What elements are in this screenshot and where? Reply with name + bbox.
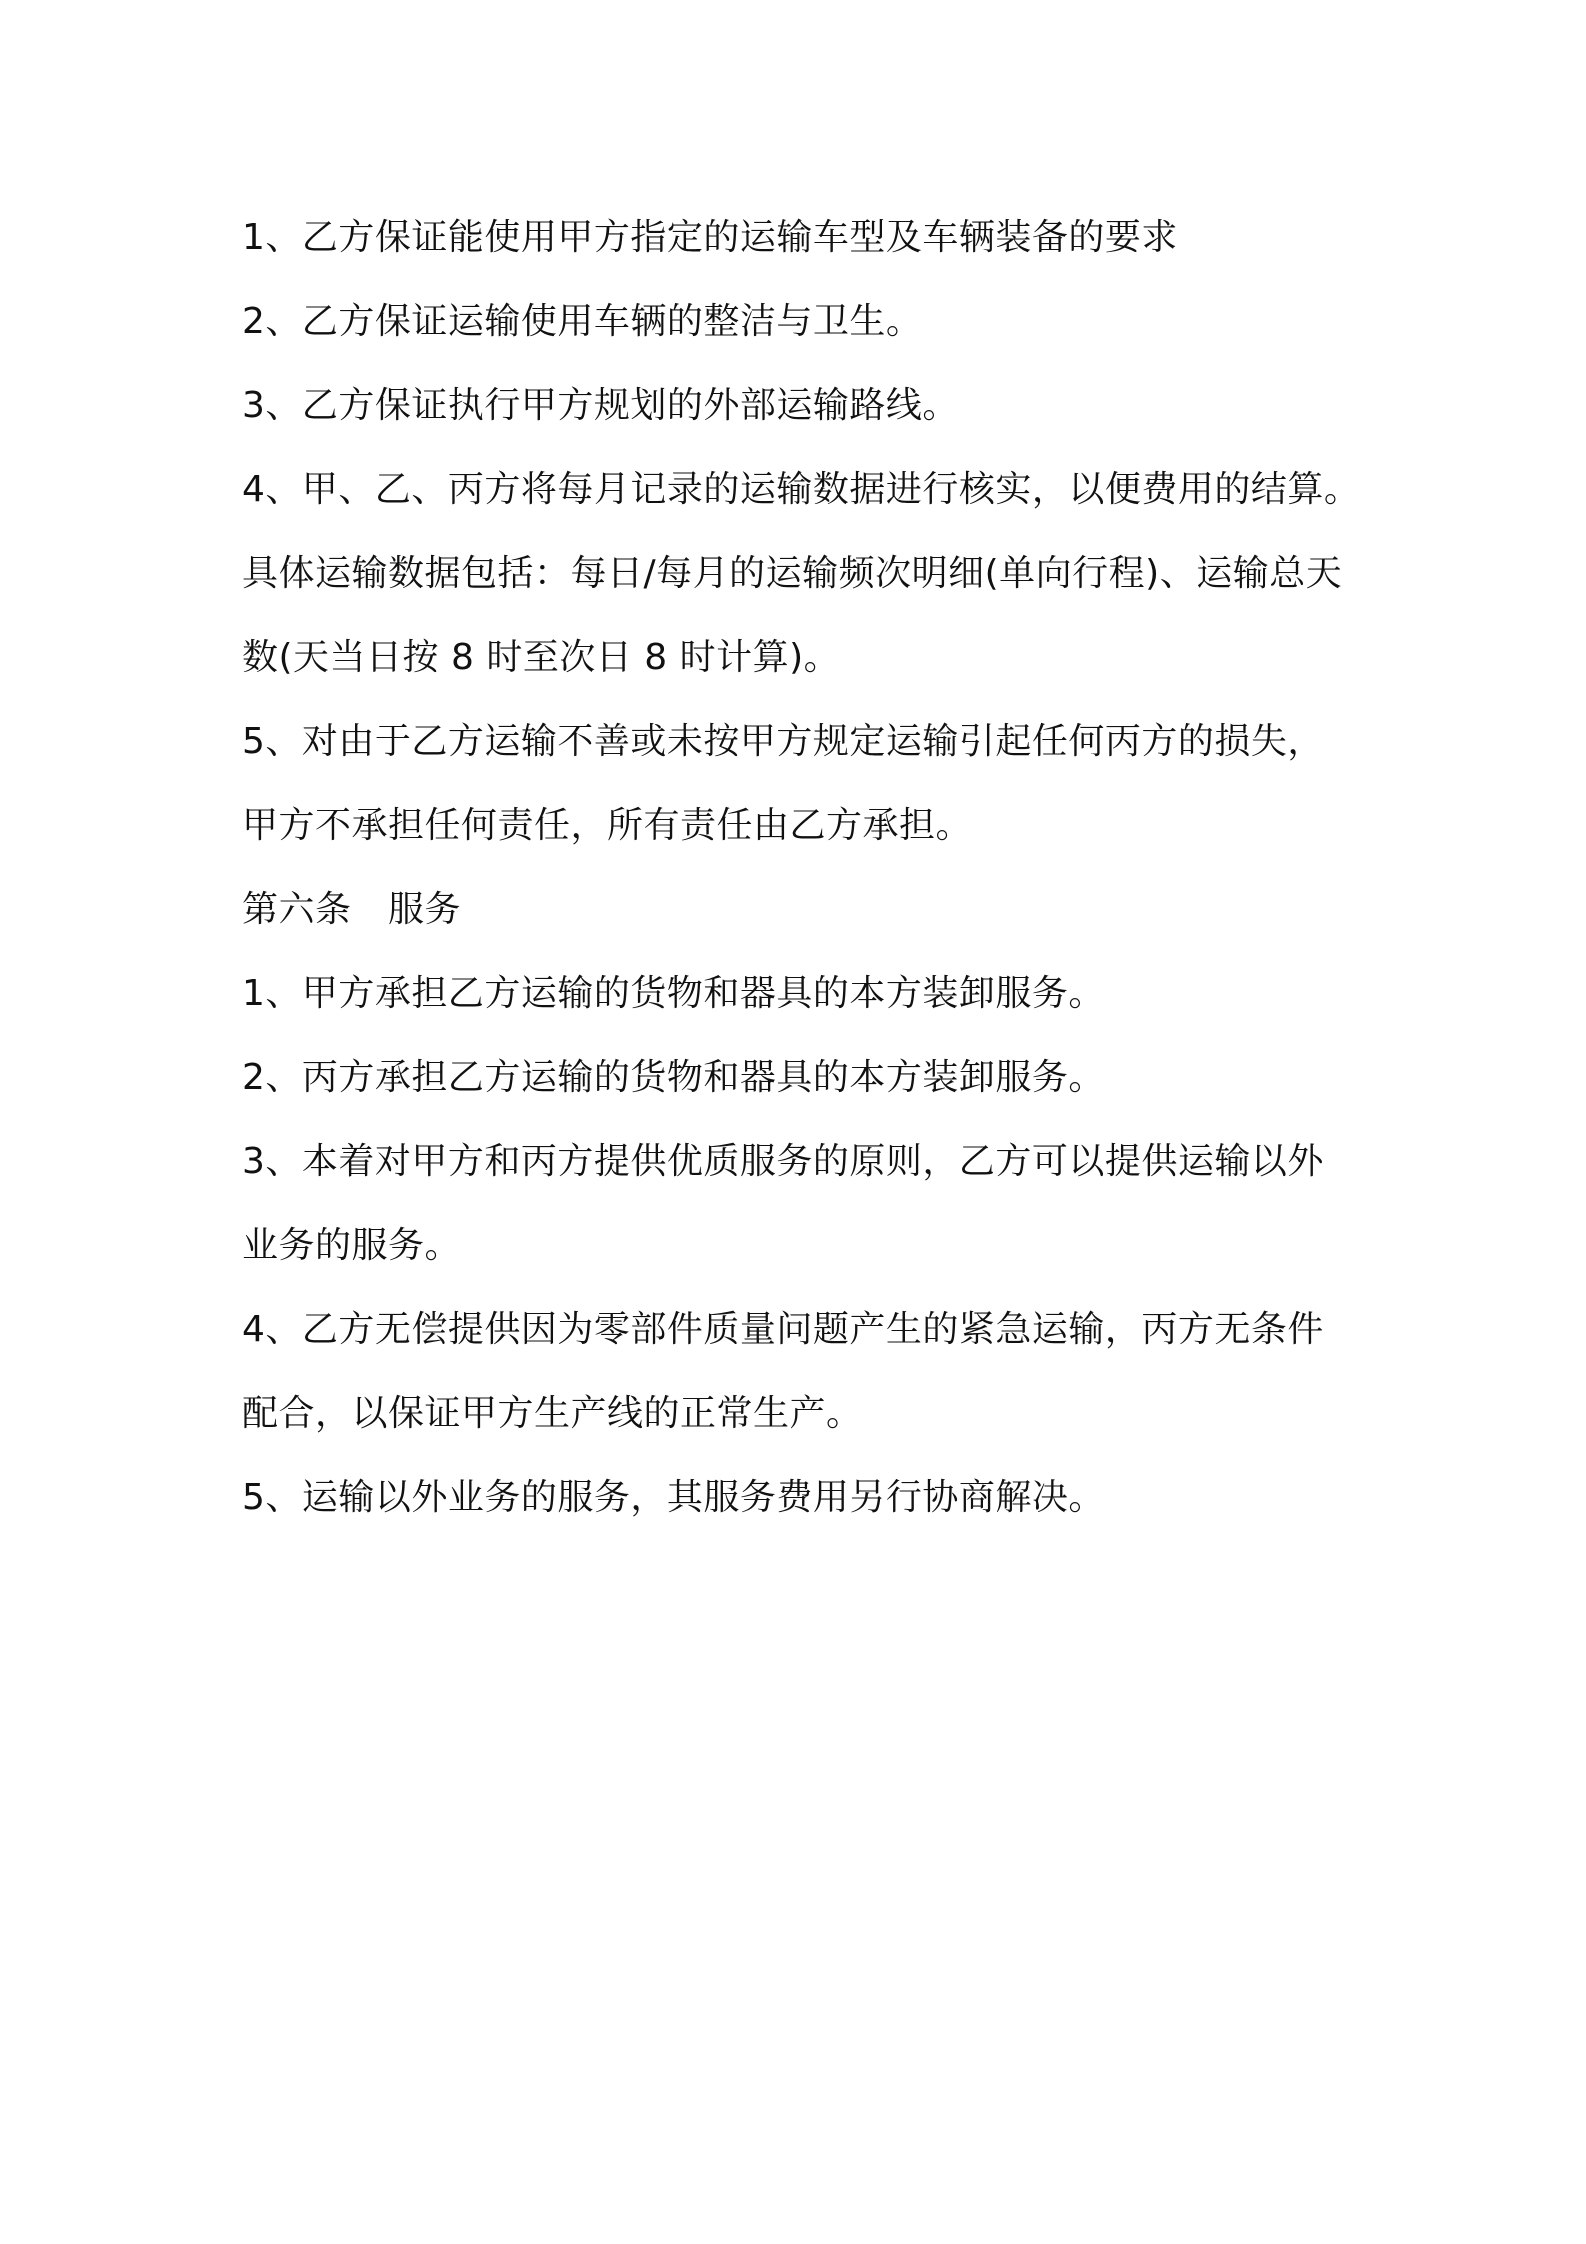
clause-line: 5、运输以外业务的服务，其服务费用另行协商解决。 (242, 1477, 1105, 1518)
clause-line: 2、乙方保证运输使用车辆的整洁与卫生。 (242, 301, 923, 342)
clause-line: 3、乙方保证执行甲方规划的外部运输路线。 (242, 385, 959, 426)
clause-line: 具体运输数据包括：每日/每月的运输频次明细(单向行程)、运输总天 (242, 553, 1343, 594)
section-heading: 第六条 服务 (242, 889, 462, 930)
clause-line: 4、乙方无偿提供因为零部件质量问题产生的紧急运输，丙方无条件 (242, 1309, 1324, 1350)
clause-line: 数(天当日按 8 时至次日 8 时计算)。 (242, 637, 841, 678)
clause-line: 1、乙方保证能使用甲方指定的运输车型及车辆装备的要求 (242, 217, 1178, 258)
clause-line: 5、对由于乙方运输不善或未按甲方规定运输引起任何丙方的损失， (242, 721, 1324, 762)
clause-line: 3、本着对甲方和丙方提供优质服务的原则，乙方可以提供运输以外 (242, 1141, 1324, 1182)
clause-line: 甲方不承担任何责任，所有责任由乙方承担。 (242, 805, 973, 846)
clause-line: 4、甲、乙、丙方将每月记录的运输数据进行核实，以便费用的结算。 (242, 469, 1361, 510)
clause-line: 配合，以保证甲方生产线的正常生产。 (242, 1393, 863, 1434)
clause-line: 1、甲方承担乙方运输的货物和器具的本方装卸服务。 (242, 973, 1105, 1014)
document-body (242, 196, 1362, 1540)
clause-line: 2、丙方承担乙方运输的货物和器具的本方装卸服务。 (242, 1057, 1105, 1098)
clause-line: 业务的服务。 (242, 1225, 462, 1266)
